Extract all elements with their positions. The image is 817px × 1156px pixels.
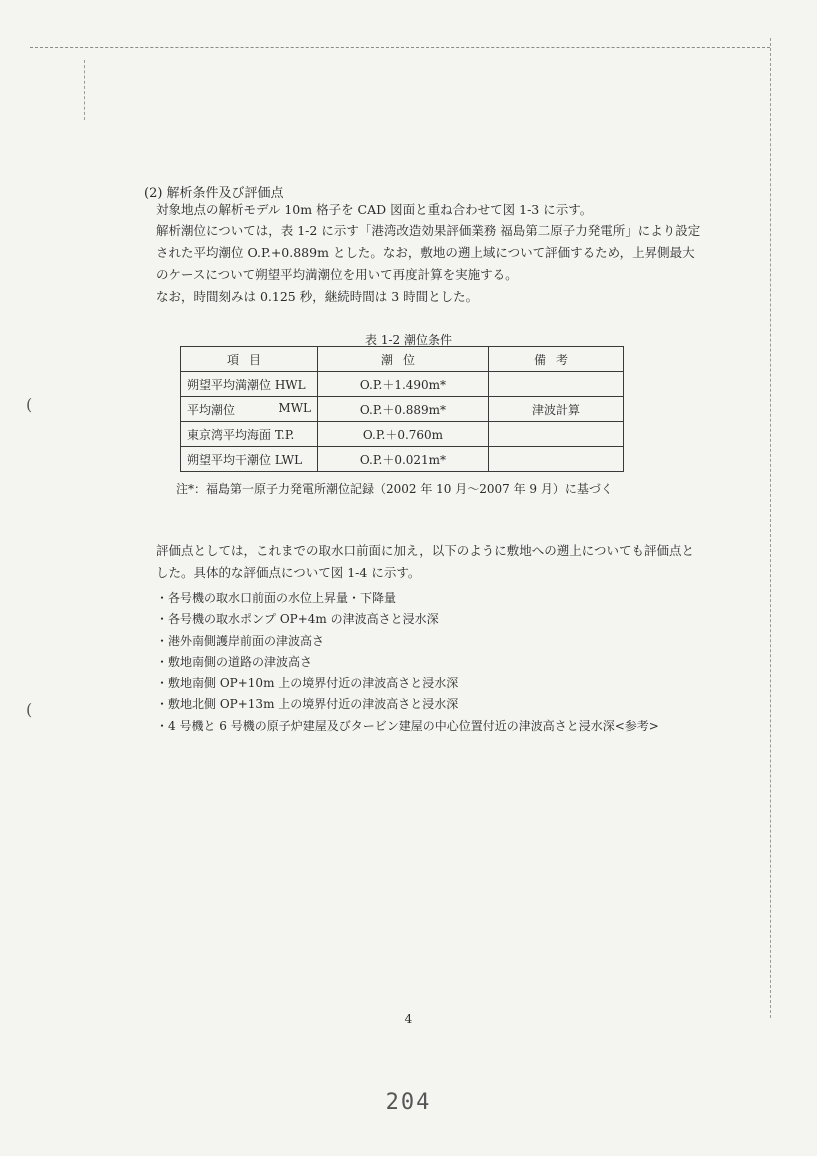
paragraph-model <box>144 199 704 221</box>
table-header-row <box>181 347 624 372</box>
scan-edge-right <box>770 38 771 1018</box>
table-row <box>181 372 624 397</box>
note-cell: 津波計算 <box>489 397 624 422</box>
item-label: 朔望平均干潮位 LWL <box>187 452 303 467</box>
paragraph-tide <box>144 220 704 286</box>
scan-edge-top <box>30 47 770 48</box>
paragraph-timestep <box>144 286 704 308</box>
stamped-page-number: 204 <box>385 1090 432 1115</box>
scan-edge-left <box>84 60 85 120</box>
column-header: 項目 <box>181 347 318 372</box>
paragraph-evaluation-points <box>144 540 704 584</box>
column-header: 備考 <box>489 347 624 372</box>
list-item: ・ 敷地南側 OP+10m 上の境界付近の津波高さと浸水深 <box>156 673 659 694</box>
paragraph-text: 対象地点の解析モデル 10m 格子を CAD 図面と重ね合わせて図 1-3 に示す。 <box>156 202 593 217</box>
table-footnote: 注*：福島第一原子力発電所潮位記録（2002 年 10 月～2007 年 9 月）に基づく <box>176 482 613 496</box>
paragraph-text: 解析潮位については，表 1-2 に示す「港湾改造効果評価業務 福島第二原子力発電所」により設定された平均潮位 O.P.+0.889m とした。なお，敷地の遡上域について評価するため，上昇側最大のケースについて朔望平均満潮位を用いて再度計算を実施する。 <box>156 223 701 282</box>
table-row <box>181 422 624 447</box>
table-row <box>181 397 624 422</box>
list-item: ・ 敷地北側 OP+13m 上の境界付近の津波高さと浸水深 <box>156 694 659 715</box>
list-item: ・ 港外南側護岸前面の津波高さ <box>156 631 659 652</box>
item-suffix: MWL <box>278 400 311 415</box>
list-item: ・ 敷地南側の道路の津波高さ <box>156 652 659 673</box>
evaluation-point-list <box>156 588 659 737</box>
tide-cell: O.P.＋0.760m <box>318 422 489 447</box>
tide-cell: O.P.＋0.021m* <box>318 447 489 472</box>
note-cell <box>489 447 624 472</box>
column-header: 潮位 <box>318 347 489 372</box>
item-cell <box>181 372 318 397</box>
table-caption: 表 1-2 潮位条件 <box>365 333 452 347</box>
item-cell <box>181 447 318 472</box>
tide-conditions-table <box>180 346 624 472</box>
binder-hole-mark: ( <box>26 395 33 414</box>
binder-hole-mark: ( <box>26 700 33 719</box>
paragraph-text: なお，時間刻みは 0.125 秒，継続時間は 3 時間とした。 <box>156 289 479 304</box>
list-item: ・ 各号機の取水口前面の水位上昇量・下降量 <box>156 588 659 609</box>
table-row <box>181 447 624 472</box>
note-cell <box>489 372 624 397</box>
item-label: 朔望平均満潮位 HWL <box>187 377 306 392</box>
item-label: 平均潮位 <box>187 402 236 417</box>
item-cell <box>181 422 318 447</box>
note-cell <box>489 422 624 447</box>
item-label: 東京湾平均海面 T.P. <box>187 427 295 442</box>
section-heading: (2) 解析条件及び評価点 <box>144 186 284 201</box>
list-item: ・ 各号機の取水ポンプ OP+4m の津波高さと浸水深 <box>156 609 659 630</box>
item-cell <box>181 397 318 422</box>
tide-cell: O.P.＋0.889m* <box>318 397 489 422</box>
list-item: ・ 4 号機と 6 号機の原子炉建屋及びタービン建屋の中心位置付近の津波高さと浸水深<参考> <box>156 716 659 737</box>
paragraph-text: 評価点としては，これまでの取水口前面に加え，以下のように敷地への遡上についても評価点とした。具体的な評価点について図 1-4 に示す。 <box>156 543 695 580</box>
tide-cell: O.P.＋1.490m* <box>318 372 489 397</box>
page-number: 4 <box>404 1012 413 1026</box>
